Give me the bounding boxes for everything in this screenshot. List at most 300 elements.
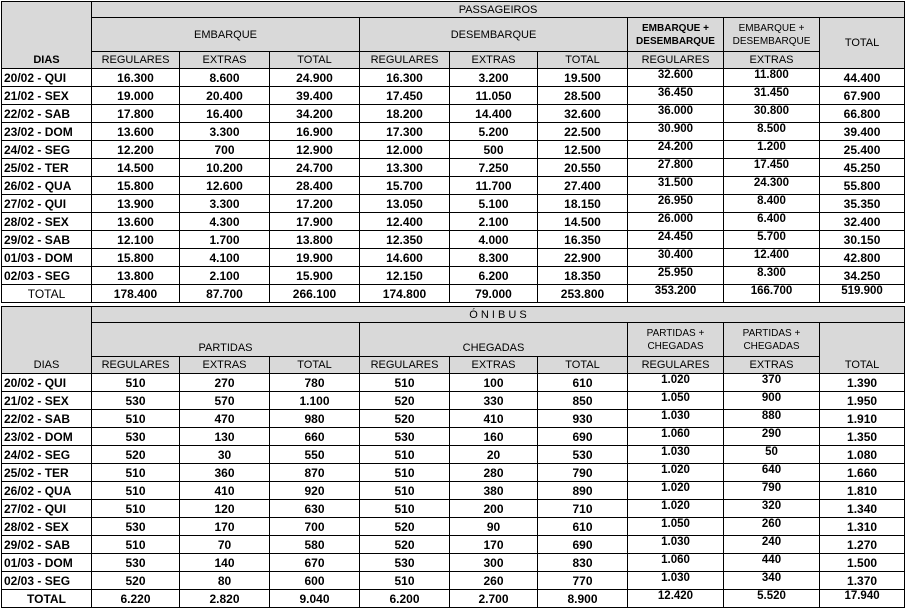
value-cell: 12.400 <box>724 249 820 267</box>
value-cell: 510 <box>92 500 180 518</box>
group-header-chegadas: CHEGADAS <box>360 323 628 357</box>
value-cell: 34.200 <box>270 105 360 123</box>
value-cell: 1.270 <box>820 536 905 554</box>
value-cell: 660 <box>270 428 360 446</box>
value-cell: 610 <box>538 374 628 392</box>
day-cell: 01/03 - DOM <box>2 249 92 267</box>
value-cell: 8.300 <box>724 267 820 285</box>
table-row <box>2 572 905 590</box>
table-row <box>2 374 905 392</box>
table-row <box>2 105 905 123</box>
value-cell: 39.400 <box>820 123 905 141</box>
total-value-cell: 79.000 <box>450 285 538 303</box>
value-cell: 1.030 <box>628 572 724 590</box>
value-cell: 27.400 <box>538 177 628 195</box>
value-cell: 16.300 <box>92 69 180 87</box>
day-cell: 28/02 - SEX <box>2 213 92 231</box>
value-cell: 510 <box>360 482 450 500</box>
table-row <box>2 213 905 231</box>
table-row <box>2 141 905 159</box>
value-cell: 8.500 <box>724 123 820 141</box>
value-cell: 530 <box>92 554 180 572</box>
value-cell: 14.400 <box>450 105 538 123</box>
value-cell: 4.100 <box>180 249 270 267</box>
value-cell: 1.030 <box>628 536 724 554</box>
value-cell: 1.020 <box>628 482 724 500</box>
value-cell: 19.000 <box>92 87 180 105</box>
value-cell: 640 <box>724 464 820 482</box>
value-cell: 80 <box>180 572 270 590</box>
value-cell: 580 <box>270 536 360 554</box>
value-cell: 1.810 <box>820 482 905 500</box>
day-cell: 28/02 - SEX <box>2 518 92 536</box>
value-cell: 19.900 <box>270 249 360 267</box>
value-cell: 200 <box>450 500 538 518</box>
sub-header: TOTAL <box>270 357 360 374</box>
sub-header: REGULARES <box>360 52 450 69</box>
value-cell: 770 <box>538 572 628 590</box>
total-value-cell: 17.940 <box>820 590 905 608</box>
value-cell: 300 <box>450 554 538 572</box>
day-cell: 22/02 - SAB <box>2 410 92 428</box>
value-cell: 550 <box>270 446 360 464</box>
table-row <box>2 518 905 536</box>
value-cell: 12.200 <box>92 141 180 159</box>
value-cell: 890 <box>538 482 628 500</box>
value-cell: 30.800 <box>724 105 820 123</box>
value-cell: 520 <box>360 410 450 428</box>
value-cell: 1.080 <box>820 446 905 464</box>
total-row <box>2 590 905 608</box>
value-cell: 470 <box>180 410 270 428</box>
value-cell: 520 <box>360 392 450 410</box>
table-row <box>2 446 905 464</box>
value-cell: 13.600 <box>92 123 180 141</box>
value-cell: 920 <box>270 482 360 500</box>
value-cell: 8.600 <box>180 69 270 87</box>
value-cell: 30.900 <box>628 123 724 141</box>
value-cell: 20.400 <box>180 87 270 105</box>
value-cell: 17.900 <box>270 213 360 231</box>
day-cell: 22/02 - SAB <box>2 105 92 123</box>
value-cell: 1.060 <box>628 554 724 572</box>
value-cell: 510 <box>92 482 180 500</box>
value-cell: 25.950 <box>628 267 724 285</box>
value-cell: 510 <box>360 500 450 518</box>
value-cell: 830 <box>538 554 628 572</box>
value-cell: 790 <box>724 482 820 500</box>
total-value-cell: 87.700 <box>180 285 270 303</box>
value-cell: 6.200 <box>450 267 538 285</box>
day-cell: 02/03 - SEG <box>2 267 92 285</box>
value-cell: 530 <box>92 428 180 446</box>
total-value-cell: 8.900 <box>538 590 628 608</box>
value-cell: 3.300 <box>180 195 270 213</box>
group-header-sum-extras: EMBARQUE + DESEMBARQUE <box>724 18 820 52</box>
value-cell: 260 <box>450 572 538 590</box>
total-value-cell: 253.800 <box>538 285 628 303</box>
day-cell: 25/02 - TER <box>2 159 92 177</box>
value-cell: 34.250 <box>820 267 905 285</box>
day-cell: 26/02 - QUA <box>2 177 92 195</box>
day-cell: 23/02 - DOM <box>2 123 92 141</box>
value-cell: 500 <box>450 141 538 159</box>
day-cell: 27/02 - QUI <box>2 500 92 518</box>
table-row <box>2 69 905 87</box>
value-cell: 510 <box>360 464 450 482</box>
value-cell: 14.500 <box>538 213 628 231</box>
table-row <box>2 500 905 518</box>
value-cell: 530 <box>92 392 180 410</box>
day-cell: 21/02 - SEX <box>2 392 92 410</box>
value-cell: 530 <box>360 428 450 446</box>
value-cell: 2.100 <box>180 267 270 285</box>
value-cell: 320 <box>724 500 820 518</box>
report-tables <box>1 1 904 608</box>
value-cell: 16.300 <box>360 69 450 87</box>
value-cell: 1.370 <box>820 572 905 590</box>
value-cell: 17.450 <box>360 87 450 105</box>
value-cell: 12.000 <box>360 141 450 159</box>
value-cell: 1.500 <box>820 554 905 572</box>
value-cell: 13.900 <box>92 195 180 213</box>
value-cell: 14.500 <box>92 159 180 177</box>
sub-header: REGULARES <box>92 357 180 374</box>
value-cell: 12.400 <box>360 213 450 231</box>
value-cell: 17.800 <box>92 105 180 123</box>
value-cell: 880 <box>724 410 820 428</box>
sub-header: EXTRAS <box>450 52 538 69</box>
table-row <box>2 464 905 482</box>
value-cell: 1.020 <box>628 464 724 482</box>
total-row <box>2 285 905 303</box>
value-cell: 30 <box>180 446 270 464</box>
value-cell: 31.450 <box>724 87 820 105</box>
value-cell: 1.700 <box>180 231 270 249</box>
sub-header: REGULARES <box>628 357 724 374</box>
value-cell: 15.800 <box>92 249 180 267</box>
total-header: TOTAL <box>820 323 905 374</box>
value-cell: 510 <box>360 446 450 464</box>
value-cell: 1.020 <box>628 374 724 392</box>
value-cell: 30.150 <box>820 231 905 249</box>
value-cell: 11.050 <box>450 87 538 105</box>
value-cell: 8.400 <box>724 195 820 213</box>
value-cell: 5.200 <box>450 123 538 141</box>
day-cell: 29/02 - SAB <box>2 231 92 249</box>
day-cell: 29/02 - SAB <box>2 536 92 554</box>
value-cell: 630 <box>270 500 360 518</box>
table-row <box>2 195 905 213</box>
value-cell: 1.030 <box>628 410 724 428</box>
value-cell: 520 <box>360 518 450 536</box>
value-cell: 24.450 <box>628 231 724 249</box>
value-cell: 32.600 <box>628 69 724 87</box>
value-cell: 520 <box>92 446 180 464</box>
value-cell: 31.500 <box>628 177 724 195</box>
value-cell: 410 <box>180 482 270 500</box>
value-cell: 27.800 <box>628 159 724 177</box>
value-cell: 16.900 <box>270 123 360 141</box>
value-cell: 100 <box>450 374 538 392</box>
value-cell: 8.300 <box>450 249 538 267</box>
sub-header: REGULARES <box>360 357 450 374</box>
value-cell: 39.400 <box>270 87 360 105</box>
table-row <box>2 177 905 195</box>
section-title-onibus: Ó N I B U S <box>92 307 905 323</box>
value-cell: 280 <box>450 464 538 482</box>
value-cell: 1.050 <box>628 392 724 410</box>
value-cell: 1.660 <box>820 464 905 482</box>
value-cell: 520 <box>92 572 180 590</box>
total-header: TOTAL <box>820 18 905 69</box>
value-cell: 510 <box>92 374 180 392</box>
value-cell: 22.500 <box>538 123 628 141</box>
value-cell: 340 <box>724 572 820 590</box>
value-cell: 790 <box>538 464 628 482</box>
sub-header: TOTAL <box>538 357 628 374</box>
value-cell: 270 <box>180 374 270 392</box>
table-row <box>2 536 905 554</box>
table-row <box>2 231 905 249</box>
value-cell: 1.910 <box>820 410 905 428</box>
value-cell: 1.020 <box>628 500 724 518</box>
day-cell: 26/02 - QUA <box>2 482 92 500</box>
onibus-section <box>2 307 905 608</box>
value-cell: 32.600 <box>538 105 628 123</box>
value-cell: 90 <box>450 518 538 536</box>
value-cell: 380 <box>450 482 538 500</box>
value-cell: 780 <box>270 374 360 392</box>
value-cell: 2.100 <box>450 213 538 231</box>
total-value-cell: 5.520 <box>724 590 820 608</box>
table-row <box>2 392 905 410</box>
value-cell: 530 <box>360 554 450 572</box>
table-row <box>2 123 905 141</box>
value-cell: 360 <box>180 464 270 482</box>
value-cell: 11.700 <box>450 177 538 195</box>
value-cell: 13.800 <box>92 267 180 285</box>
table-row <box>2 482 905 500</box>
value-cell: 510 <box>92 464 180 482</box>
value-cell: 11.800 <box>724 69 820 87</box>
value-cell: 690 <box>538 428 628 446</box>
sub-header: EXTRAS <box>450 357 538 374</box>
value-cell: 330 <box>450 392 538 410</box>
sub-header: REGULARES <box>628 52 724 69</box>
value-cell: 12.500 <box>538 141 628 159</box>
value-cell: 1.100 <box>270 392 360 410</box>
total-value-cell: 2.700 <box>450 590 538 608</box>
value-cell: 4.300 <box>180 213 270 231</box>
value-cell: 5.100 <box>450 195 538 213</box>
sub-header: EXTRAS <box>724 52 820 69</box>
value-cell: 610 <box>538 518 628 536</box>
value-cell: 35.350 <box>820 195 905 213</box>
value-cell: 16.350 <box>538 231 628 249</box>
value-cell: 12.150 <box>360 267 450 285</box>
group-header-desembarque: DESEMBARQUE <box>360 18 628 52</box>
value-cell: 1.060 <box>628 428 724 446</box>
total-value-cell: 166.700 <box>724 285 820 303</box>
value-cell: 12.900 <box>270 141 360 159</box>
sub-header: TOTAL <box>538 52 628 69</box>
value-cell: 26.000 <box>628 213 724 231</box>
value-cell: 4.000 <box>450 231 538 249</box>
table-row <box>2 267 905 285</box>
value-cell: 670 <box>270 554 360 572</box>
value-cell: 16.400 <box>180 105 270 123</box>
value-cell: 170 <box>180 518 270 536</box>
value-cell: 530 <box>538 446 628 464</box>
value-cell: 50 <box>724 446 820 464</box>
value-cell: 1.950 <box>820 392 905 410</box>
value-cell: 710 <box>538 500 628 518</box>
value-cell: 20.550 <box>538 159 628 177</box>
value-cell: 690 <box>538 536 628 554</box>
total-value-cell: 174.800 <box>360 285 450 303</box>
total-value-cell: 6.200 <box>360 590 450 608</box>
group-header-sum-regulares: PARTIDAS + CHEGADAS <box>628 323 724 357</box>
value-cell: 15.800 <box>92 177 180 195</box>
value-cell: 13.600 <box>92 213 180 231</box>
value-cell: 17.200 <box>270 195 360 213</box>
value-cell: 20 <box>450 446 538 464</box>
value-cell: 870 <box>270 464 360 482</box>
total-value-cell: 266.100 <box>270 285 360 303</box>
total-value-cell: 6.220 <box>92 590 180 608</box>
group-header-sum-extras: PARTIDAS + CHEGADAS <box>724 323 820 357</box>
sub-header: EXTRAS <box>724 357 820 374</box>
value-cell: 7.250 <box>450 159 538 177</box>
value-cell: 42.800 <box>820 249 905 267</box>
value-cell: 260 <box>724 518 820 536</box>
value-cell: 520 <box>360 536 450 554</box>
value-cell: 510 <box>360 572 450 590</box>
day-cell: 23/02 - DOM <box>2 428 92 446</box>
value-cell: 18.150 <box>538 195 628 213</box>
total-value-cell: 519.900 <box>820 285 905 303</box>
value-cell: 12.350 <box>360 231 450 249</box>
sub-header: TOTAL <box>270 52 360 69</box>
value-cell: 240 <box>724 536 820 554</box>
total-value-cell: 353.200 <box>628 285 724 303</box>
total-label-cell: TOTAL <box>2 590 92 608</box>
value-cell: 570 <box>180 392 270 410</box>
value-cell: 19.500 <box>538 69 628 87</box>
passageiros-section <box>2 2 905 303</box>
value-cell: 66.800 <box>820 105 905 123</box>
day-cell: 02/03 - SEG <box>2 572 92 590</box>
value-cell: 44.400 <box>820 69 905 87</box>
dias-header: DIAS <box>2 2 92 69</box>
value-cell: 32.400 <box>820 213 905 231</box>
day-cell: 01/03 - DOM <box>2 554 92 572</box>
value-cell: 28.400 <box>270 177 360 195</box>
value-cell: 980 <box>270 410 360 428</box>
dias-header: DIAS <box>2 307 92 374</box>
total-value-cell: 178.400 <box>92 285 180 303</box>
value-cell: 12.100 <box>92 231 180 249</box>
value-cell: 900 <box>724 392 820 410</box>
value-cell: 36.450 <box>628 87 724 105</box>
value-cell: 530 <box>92 518 180 536</box>
value-cell: 1.200 <box>724 141 820 159</box>
total-value-cell: 12.420 <box>628 590 724 608</box>
value-cell: 15.700 <box>360 177 450 195</box>
day-cell: 20/02 - QUI <box>2 374 92 392</box>
day-cell: 25/02 - TER <box>2 464 92 482</box>
value-cell: 24.300 <box>724 177 820 195</box>
table-row <box>2 87 905 105</box>
value-cell: 12.600 <box>180 177 270 195</box>
value-cell: 26.950 <box>628 195 724 213</box>
table-row <box>2 428 905 446</box>
value-cell: 28.500 <box>538 87 628 105</box>
value-cell: 36.000 <box>628 105 724 123</box>
value-cell: 140 <box>180 554 270 572</box>
total-value-cell: 2.820 <box>180 590 270 608</box>
value-cell: 700 <box>180 141 270 159</box>
value-cell: 5.700 <box>724 231 820 249</box>
value-cell: 600 <box>270 572 360 590</box>
value-cell: 3.300 <box>180 123 270 141</box>
group-header-embarque: EMBARQUE <box>92 18 360 52</box>
total-label-cell: TOTAL <box>2 285 92 303</box>
value-cell: 510 <box>360 374 450 392</box>
value-cell: 55.800 <box>820 177 905 195</box>
data-table <box>1 1 905 608</box>
sub-header: EXTRAS <box>180 52 270 69</box>
value-cell: 13.800 <box>270 231 360 249</box>
value-cell: 70 <box>180 536 270 554</box>
value-cell: 18.200 <box>360 105 450 123</box>
value-cell: 13.300 <box>360 159 450 177</box>
day-cell: 20/02 - QUI <box>2 69 92 87</box>
value-cell: 170 <box>450 536 538 554</box>
value-cell: 120 <box>180 500 270 518</box>
day-cell: 27/02 - QUI <box>2 195 92 213</box>
value-cell: 1.030 <box>628 446 724 464</box>
value-cell: 160 <box>450 428 538 446</box>
value-cell: 14.600 <box>360 249 450 267</box>
value-cell: 30.400 <box>628 249 724 267</box>
value-cell: 440 <box>724 554 820 572</box>
table-row <box>2 554 905 572</box>
table-row <box>2 159 905 177</box>
value-cell: 15.900 <box>270 267 360 285</box>
value-cell: 22.900 <box>538 249 628 267</box>
value-cell: 850 <box>538 392 628 410</box>
value-cell: 6.400 <box>724 213 820 231</box>
group-header-partidas: PARTIDAS <box>92 323 360 357</box>
value-cell: 25.400 <box>820 141 905 159</box>
value-cell: 17.300 <box>360 123 450 141</box>
value-cell: 510 <box>92 410 180 428</box>
value-cell: 290 <box>724 428 820 446</box>
sub-header: REGULARES <box>92 52 180 69</box>
day-cell: 21/02 - SEX <box>2 87 92 105</box>
value-cell: 24.900 <box>270 69 360 87</box>
value-cell: 410 <box>450 410 538 428</box>
value-cell: 67.900 <box>820 87 905 105</box>
value-cell: 24.700 <box>270 159 360 177</box>
table-row <box>2 249 905 267</box>
table-row <box>2 410 905 428</box>
value-cell: 510 <box>92 536 180 554</box>
value-cell: 1.390 <box>820 374 905 392</box>
value-cell: 1.050 <box>628 518 724 536</box>
